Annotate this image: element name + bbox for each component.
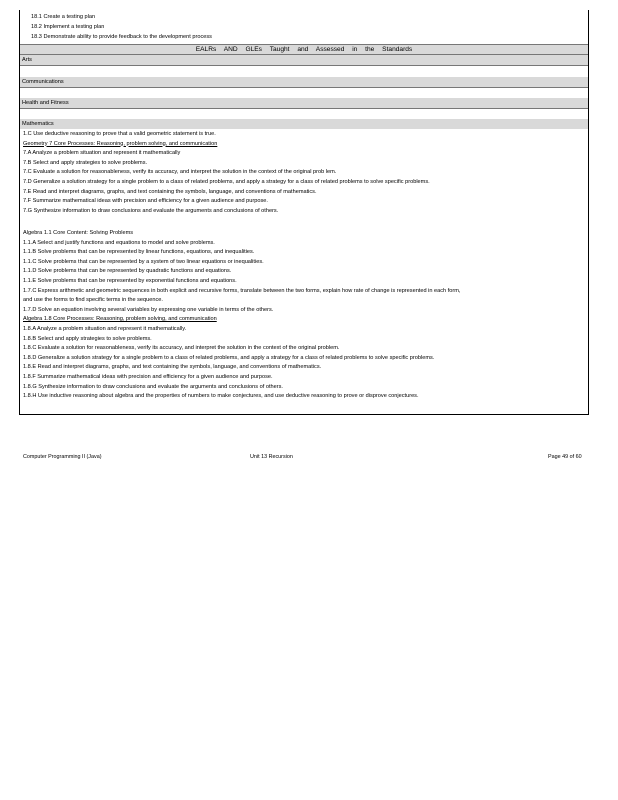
standard-line: 7.A Analyze a problem situation and represent it mathematically	[23, 150, 181, 157]
section-band-health	[20, 98, 588, 108]
standard-line: 7.B Select and apply strategies to solve problems.	[23, 159, 148, 166]
standard-line: 1.1.E Solve problems that can be represented by exponential functions and equations.	[23, 278, 237, 284]
standard-line: 1.1.C Solve problems that can be represented by a system of two linear equations or inequalities.	[23, 258, 264, 265]
footer-page: Page 49 of 60	[548, 454, 582, 460]
table-bottom-border	[19, 414, 589, 415]
testing-plan-item: 18.3 Demonstrate ability to provide feedback to the development process	[31, 34, 212, 40]
testing-plan-item: 18.1 Create a testing plan	[31, 14, 96, 20]
section-title-health: Health and Fitness	[22, 100, 69, 106]
section-band-mathematics	[20, 119, 588, 129]
standard-line: 7.G Synthesize information to draw conclusions and evaluate the arguments and conclusions of others.	[23, 207, 279, 214]
standard-subheading: Geometry 7 Core Processes: Reasoning, problem solving, and communication	[23, 140, 218, 147]
standards-header-band	[20, 44, 588, 55]
standard-subheading: Algebra 1.8 Core Processes: Reasoning, problem solving, and communication	[23, 316, 217, 323]
standard-line: 1.8.G Synthesize information to draw conclusions and evaluate the arguments and conclusions of others.	[23, 383, 283, 390]
standard-line: 7.C Evaluate a solution for reasonableness, verify its accuracy, and interpret the solution in the context of the original prob lem.	[23, 169, 337, 176]
footer-unit: Unit 13 Recursion	[250, 454, 293, 460]
standard-line: 1.1.A Select and justify functions and equations to model and solve problems.	[23, 239, 215, 246]
standard-line: Algebra 1.1 Core Content: Solving Problems	[23, 230, 134, 236]
standard-line: 1.8.H Use inductive reasoning about algebra and the properties of numbers to make conjectures, and use deductive reasoning to prove or disprove conjectures.	[23, 393, 419, 400]
section-title-communications: Communications	[22, 79, 64, 85]
standard-line: 1.8.C Evaluate a solution for reasonableness, verify its accuracy, and interpret the solution in the context of the original problem.	[23, 345, 340, 352]
section-title-mathematics: Mathematics	[22, 121, 54, 127]
standards-header: EALRs AND GLEs Taught and Assessed in the Standards	[195, 46, 413, 53]
section-band-communications	[20, 77, 588, 87]
row-divider	[20, 65, 588, 66]
standard-line: 1.1.D Solve problems that can be represented by quadratic functions and equations.	[23, 268, 232, 275]
footer-course: Computer Programming II (Java)	[23, 454, 102, 460]
standard-line: 7.F Summarize mathematical ideas with precision and efficiency for a given audience and purpose.	[23, 198, 268, 205]
standard-line: 1.8.D Generalize a solution strategy for a single problem to a class of related problems, and apply a strategy for a class of related problems to solve specific problems.	[23, 354, 435, 361]
standard-line: 7.D Generalize a solution strategy for a single problem to a class of related problems, and apply a strategy for a class of related problems to solve specific problems.	[23, 179, 430, 185]
section-title-arts: Arts	[22, 57, 32, 63]
standard-line: 1.8.E Read and interpret diagrams, graphs, and text containing the symbols, language, and conventions of mathematics.	[23, 364, 322, 371]
standard-line: 1.7.C Express arithmetic and geometric sequences in both explicit and recursive forms, translate between the two forms, explain how rate of change is represented in each form,	[23, 287, 461, 294]
row-divider	[20, 108, 588, 109]
standard-line: 7.E Read and interpret diagrams, graphs, and text containing the symbols, language, and conventions of mathematics.	[23, 188, 317, 195]
testing-plan-item: 18.2 Implement a testing plan	[31, 24, 105, 30]
standard-line: 1.8.B Select and apply strategies to solve problems.	[23, 335, 152, 342]
standard-line: 1.7.D Solve an equation involving several variables by expressing one variable in terms of the others.	[23, 306, 274, 313]
row-divider	[20, 87, 588, 88]
standard-line: 1.8.A Analyze a problem situation and represent it mathematically.	[23, 326, 187, 332]
standard-line: 1.1.B Solve problems that can be represented by linear functions, equations, and inequalities.	[23, 249, 255, 256]
standard-line: and use the forms to find specific terms in the sequence.	[23, 297, 163, 304]
section-band-arts	[20, 55, 588, 65]
standard-line: 1.C Use deductive reasoning to prove that a valid geometric statement is true.	[23, 131, 216, 137]
standard-line: 1.8.F Summarize mathematical ideas with precision and efficiency for a given audience and purpose.	[23, 374, 273, 380]
